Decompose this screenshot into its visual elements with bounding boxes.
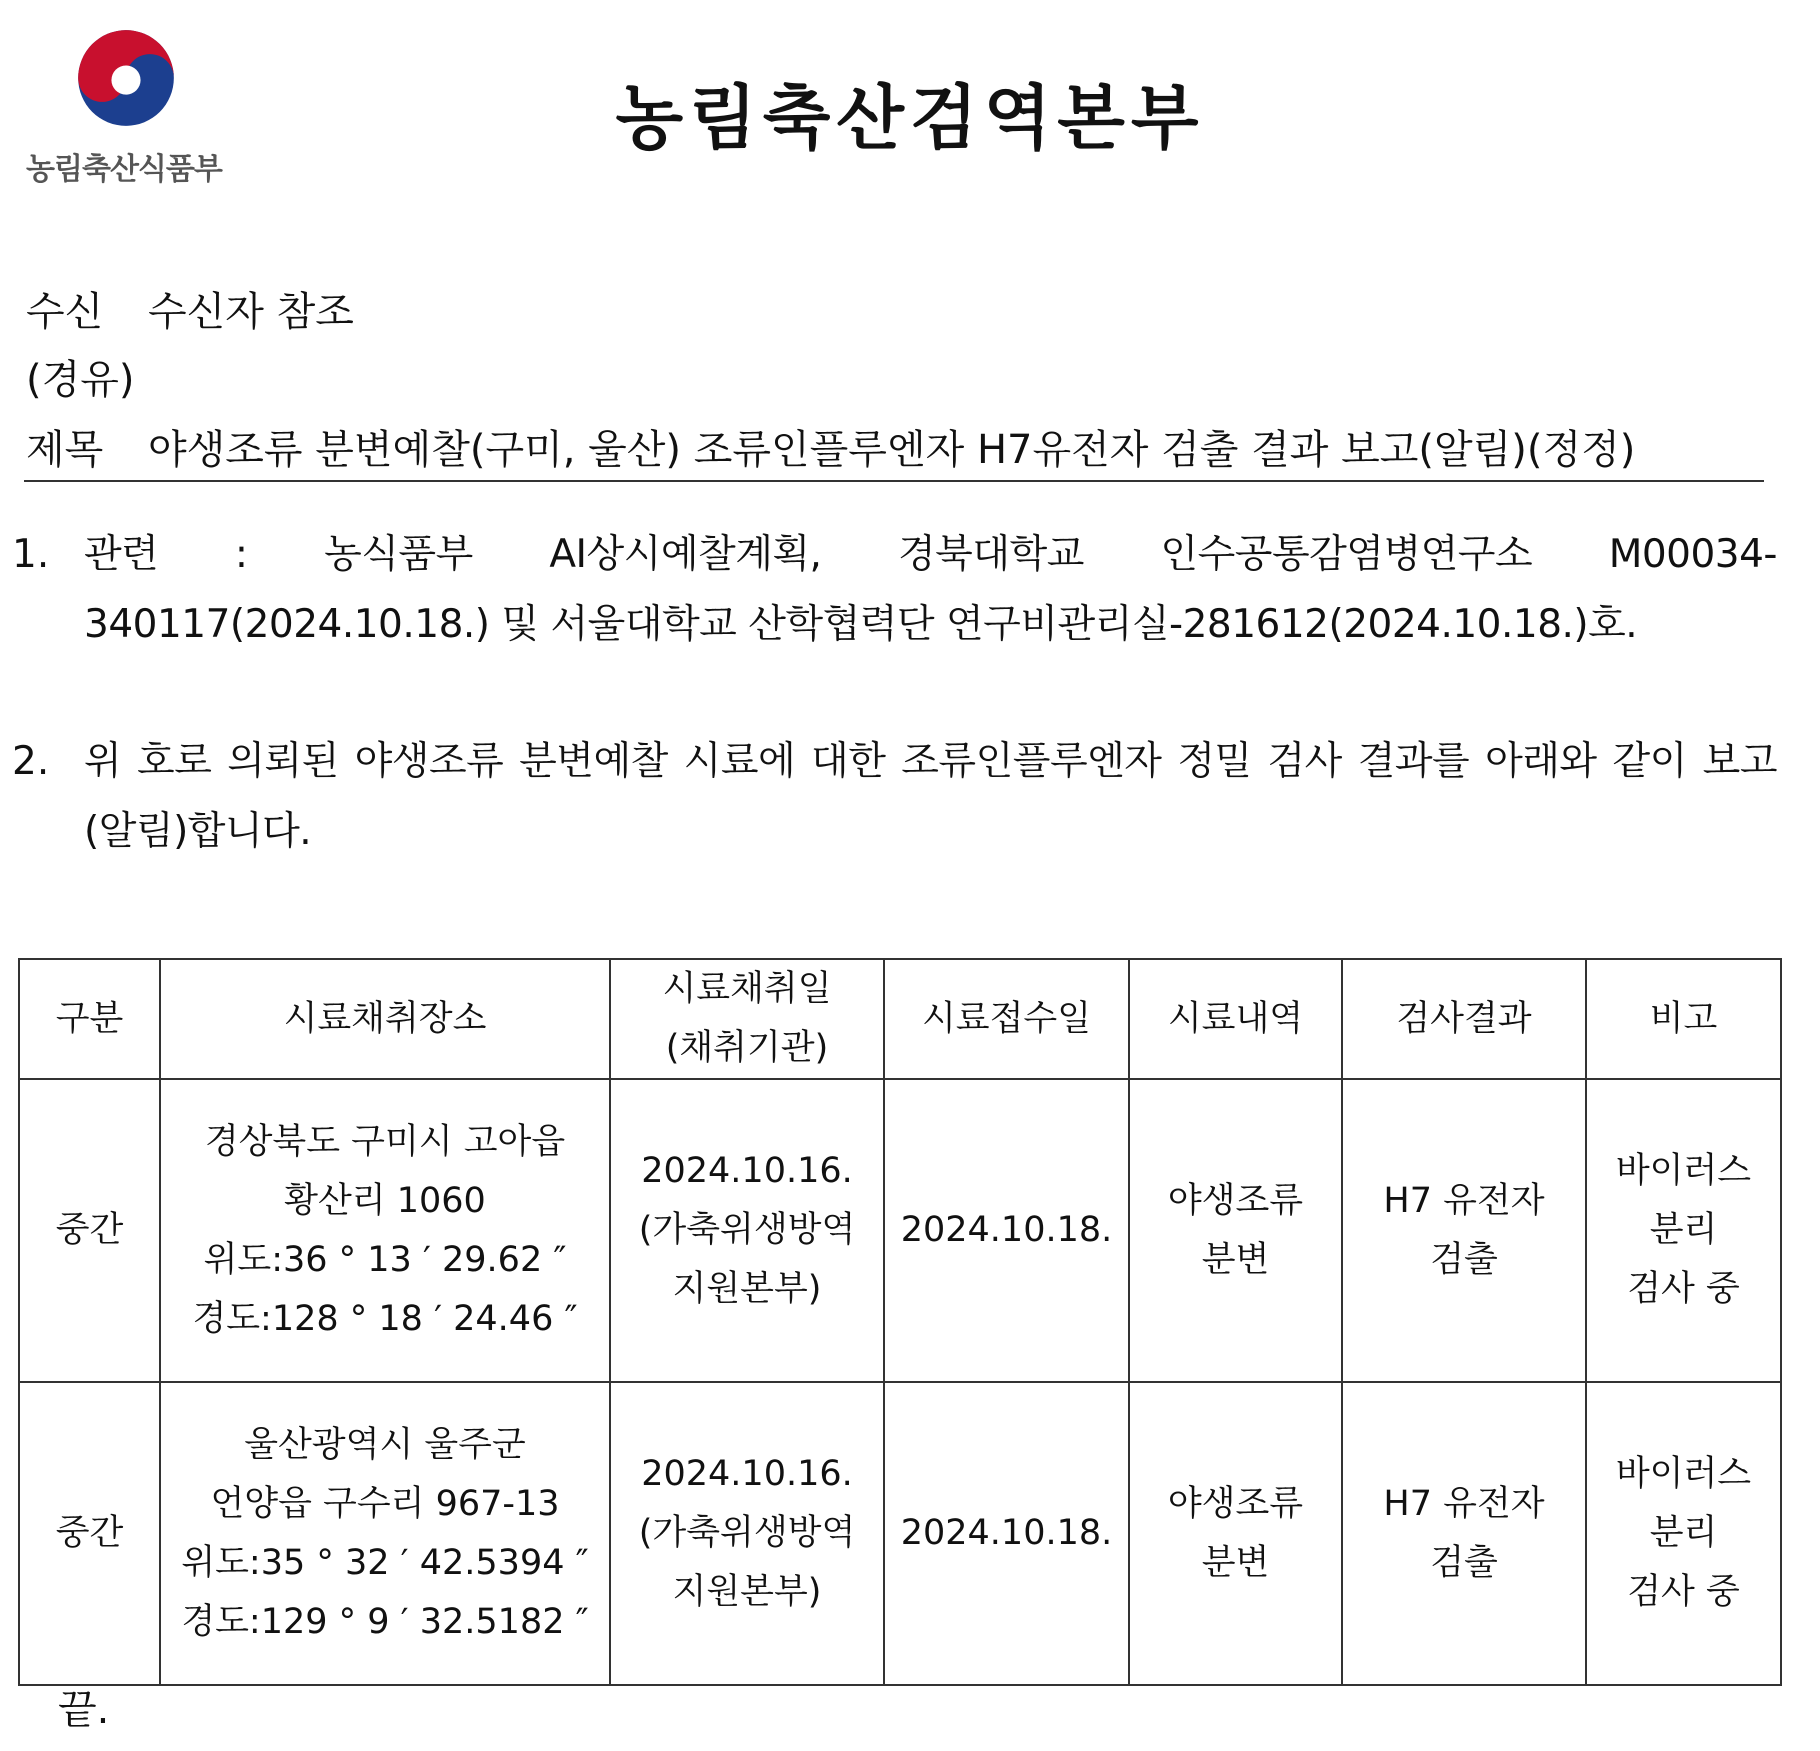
header-category: 구분 (19, 959, 160, 1079)
paragraph-text: 위 호로 의뢰된 야생조류 분변예찰 시료에 대한 조류인플루엔자 정밀 검사 결과를 아래와 같이 보고(알림)합니다. (84, 739, 1777, 854)
end-mark: 끝. (58, 1687, 110, 1733)
cell-sample-type: 야생조류 분변 (1129, 1079, 1342, 1382)
header-sampling-site: 시료채취장소 (160, 959, 610, 1079)
cell-sample-type: 야생조류 분변 (1129, 1382, 1342, 1685)
results-table (18, 958, 1782, 1686)
cell-sampling-site: 경상북도 구미시 고아읍 황산리 1060 위도:36 ° 13 ′ 29.62 ″ 경도:128 ° 18 ′ 24.46 ″ (160, 1079, 610, 1382)
cell-remarks: 바이러스 분리 검사 중 (1586, 1079, 1781, 1382)
header-sample-type: 시료내역 (1129, 959, 1342, 1079)
header-sampling-date: 시료채취일 (채취기관) (610, 959, 884, 1079)
paragraph-number: 2. (12, 739, 50, 784)
cell-test-result: H7 유전자 검출 (1342, 1079, 1586, 1382)
subject-divider (24, 480, 1764, 482)
paragraph-text: 관련 : 농식품부 AI상시예찰계획, 경북대학교 인수공통감염병연구소 M00034-340117(2024.10.18.) 및 서울대학교 산학협력단 연구비관리실-281612(2024.10.18.)호. (84, 532, 1777, 647)
table-row (19, 1079, 1781, 1382)
logo-text: 농림축산식품부 (26, 152, 222, 187)
subject-value: 야생조류 분변예찰(구미, 울산) 조류인플루엔자 H7유전자 검출 결과 보고(알림)(정정) (148, 427, 1636, 473)
paragraph-number: 1. (12, 532, 50, 577)
header-remarks: 비고 (1586, 959, 1781, 1079)
subject-label: 제목 (26, 427, 104, 473)
cell-sampling-site: 울산광역시 울주군 언양읍 구수리 967-13 위도:35 ° 32 ′ 42.5394 ″ 경도:129 ° 9 ′ 32.5182 ″ (160, 1382, 610, 1685)
cell-test-result: H7 유전자 검출 (1342, 1382, 1586, 1685)
cell-category: 중간 (19, 1079, 160, 1382)
cell-remarks: 바이러스 분리 검사 중 (1586, 1382, 1781, 1685)
paragraph-2 (12, 727, 1777, 867)
via-line: (경유) (26, 357, 135, 403)
recipient-line (26, 280, 354, 337)
cell-receipt-date: 2024.10.18. (884, 1079, 1129, 1382)
subject-line (26, 418, 1635, 475)
cell-sampling-date: 2024.10.16. (가축위생방역 지원본부) (610, 1382, 884, 1685)
recipient-value: 수신자 참조 (148, 289, 354, 335)
table-header-row (19, 959, 1781, 1079)
cell-receipt-date: 2024.10.18. (884, 1382, 1129, 1685)
recipient-label: 수신 (26, 289, 104, 335)
paragraph-1 (12, 520, 1777, 660)
header-test-result: 검사결과 (1342, 959, 1586, 1079)
header-receipt-date: 시료접수일 (884, 959, 1129, 1079)
cell-sampling-date: 2024.10.16. (가축위생방역 지원본부) (610, 1079, 884, 1382)
page-title: 농림축산검역본부 (615, 77, 1205, 159)
table-row (19, 1382, 1781, 1685)
cell-category: 중간 (19, 1382, 160, 1685)
